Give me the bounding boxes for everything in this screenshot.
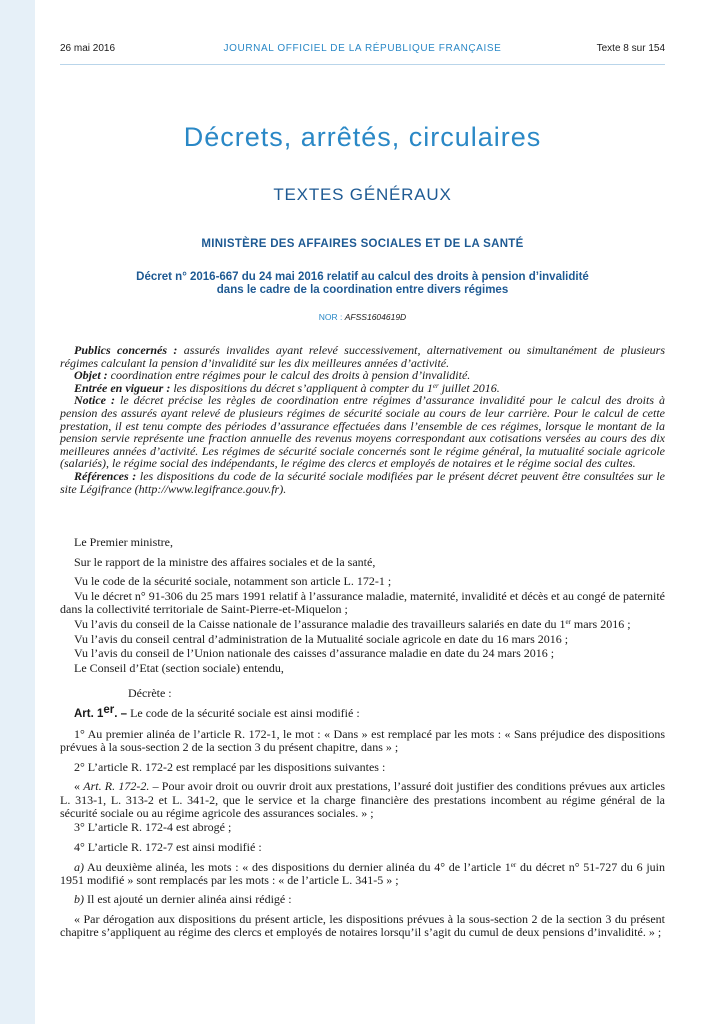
item-4a-text: Au deuxième alinéa, les mots : « des dispositions du dernier alinéa du 4° de l’article 1 <box>84 859 511 874</box>
quote-text: – Pour avoir droit ou ouvrir droit aux prestations, l’assuré doit justifier des conditions prévues aux articles L. 313-1, L. 313-2 et L. 341-2, que le service et la charge financière des prestations incombent au régime général de la sécurité sociale ou au régime agricole des assurances sociales. » ; <box>60 779 665 820</box>
visa-paragraph: Vu le code de la sécurité sociale, notamment son article L. 172-1 ; <box>74 574 392 589</box>
article-label: Art. 1 <box>74 708 104 721</box>
vigueur-sup: er <box>432 381 439 390</box>
item-4a-sup: er <box>510 860 517 869</box>
decrete-paragraph: Décrète : <box>128 686 172 701</box>
visa-paragraph <box>60 618 665 631</box>
summary-publics <box>60 344 665 369</box>
item-4b-text: Il est ajouté un dernier alinéa ainsi rédigé : <box>84 892 292 907</box>
nor-reference <box>0 312 725 322</box>
header-text-number: Texte 8 sur 154 <box>596 43 665 54</box>
references-label: Références : <box>74 468 137 483</box>
decree-title-line-1: Décret n° 2016-667 du 24 mai 2016 relatif au calcul des droits à pension d’invalidité <box>136 271 589 283</box>
visa-paragraph: Vu l’avis du conseil central d’administration de la Mutualité sociale agricole en date du 16 mars 2016 ; <box>74 631 569 646</box>
summary-references <box>60 470 665 495</box>
publics-label: Publics concernés : <box>74 343 178 357</box>
article-quote <box>60 780 665 820</box>
objet-label: Objet : <box>74 368 108 383</box>
item-4a-label: a) <box>74 859 84 874</box>
page-header <box>60 43 665 57</box>
article-item-2: 2° L’article R. 172-2 est remplacé par les dispositions suivantes : <box>74 759 386 774</box>
ministry-title: MINISTÈRE DES AFFAIRES SOCIALES ET DE LA SANTÉ <box>201 238 524 250</box>
article-label-sup: er <box>103 704 115 717</box>
decree-body <box>60 536 665 946</box>
body-paragraph: Le Conseil d’Etat (section sociale) entendu, <box>74 660 284 675</box>
publics-text: assurés invalides ayant relevé successivement, alternativement ou simultanément de plusieurs régimes calculant la pension d’invalidité sur les dix meilleures années d’activité. <box>60 343 665 370</box>
visa-paragraph: Vu l’avis du conseil de l’Union nationale des caisses d’assurance maladie en date du 24 mars 2016 ; <box>74 646 555 661</box>
quote-open: « <box>74 779 84 794</box>
article-item-1: 1° Au premier alinéa de l’article R. 172-1, le mot : « Dans » est remplacé par les mots : « Sans préjudice des dispositions prévues à la sous-section 2 de la section 3 du présent chapitre, dans » ; <box>60 726 665 755</box>
header-date: 26 mai 2016 <box>60 43 116 54</box>
decree-summary <box>60 344 665 495</box>
vigueur-end: juillet 2016. <box>438 380 500 395</box>
article-item-4: 4° L’article R. 172-7 est ainsi modifié : <box>74 840 262 854</box>
left-margin-band <box>0 0 35 1024</box>
summary-notice <box>60 394 665 470</box>
nor-label: NOR : <box>318 312 345 322</box>
quote-article-ref: Art. R. 172-2. <box>83 779 150 794</box>
body-paragraph: Le Premier ministre, <box>74 535 173 549</box>
section-title: TEXTES GÉNÉRAUX <box>273 185 452 204</box>
decree-title <box>80 271 645 297</box>
visa-sup: er <box>565 617 571 626</box>
article-item-4b <box>60 893 665 906</box>
vigueur-text: les dispositions du décret s’appliquent à compter du 1 <box>170 380 433 395</box>
item-4b-label: b) <box>74 892 84 907</box>
vigueur-label: Entrée en vigueur : <box>74 380 171 395</box>
decree-title-line-2: dans le cadre de la coordination entre divers régimes <box>216 284 509 296</box>
article-1 <box>60 704 665 721</box>
visa-paragraph: Vu le décret n° 91-306 du 25 mars 1991 relatif à l’assurance maladie, maternité, invalidité et décès et au congé de paternité dans la collectivité territoriale de Saint-Pierre-et-Miquelon ; <box>60 588 665 617</box>
article-label-dash: . – <box>114 708 128 721</box>
article-item-4b-quote: « Par dérogation aux dispositions du présent article, les dispositions prévues à la sous-section 2 de la section 3 du présent chapitre s’appliquent au régime des clercs et employés de notaires lorsqu’il s’agit du cumul de deux pensions d’invalidité. » ; <box>60 911 665 940</box>
notice-label: Notice : <box>74 393 115 408</box>
visa-text-end: mars 2016 ; <box>570 616 631 631</box>
header-journal-title: JOURNAL OFFICIEL DE LA RÉPUBLIQUE FRANÇAISE <box>223 43 502 54</box>
objet-text: coordination entre régimes pour le calcul des droits à pension d’invalidité. <box>107 368 471 383</box>
article-item-3: 3° L’article R. 172-4 est abrogé ; <box>74 820 232 835</box>
main-title: Décrets, arrêtés, circulaires <box>183 122 542 152</box>
references-text: les dispositions du code de la sécurité sociale modifiées par le présent décret peuvent être consultées sur le site Légifrance (http://www.legifrance.gouv.fr). <box>60 468 665 496</box>
header-divider <box>60 64 665 65</box>
nor-code: AFSS1604619D <box>344 312 407 322</box>
article-item-4a <box>60 861 665 887</box>
article-text: Le code de la sécurité sociale est ainsi modifié : <box>127 706 360 721</box>
body-paragraph: Sur le rapport de la ministre des affaires sociales et de la santé, <box>74 554 376 569</box>
visa-text: Vu l’avis du conseil de la Caisse nationale de l’assurance maladie des travailleurs salariés en date du 1 <box>74 616 566 631</box>
item-4a-text-end: du décret n° 51-727 du 6 juin 1951 modifié » sont remplacés par les mots : « de l’article L. 341-5 » ; <box>60 859 665 887</box>
notice-text: le décret précise les règles de coordination entre régimes d’assurance invalidité pour le calcul des droits à pension des assurés ayant relevé de plusieurs régimes de sécurité sociale au cours de leur carrière. Pour le calcul de cette prestation, il est tenu compte des périodes d’assurance effectuées dans l’ensemble de ces régimes, lorsque le montant de la pension servie représente une fraction annuelle des revenus moyens correspondant aux cotisations versées au cours des dix meilleures années d’activité. Les régimes de sécurité sociale concernés sont le régime général, la mutualité sociale agricole (salariés), le régime social des indépendants, le régime des clercs et employés de notaires et le régime social des cultes. <box>60 393 665 471</box>
